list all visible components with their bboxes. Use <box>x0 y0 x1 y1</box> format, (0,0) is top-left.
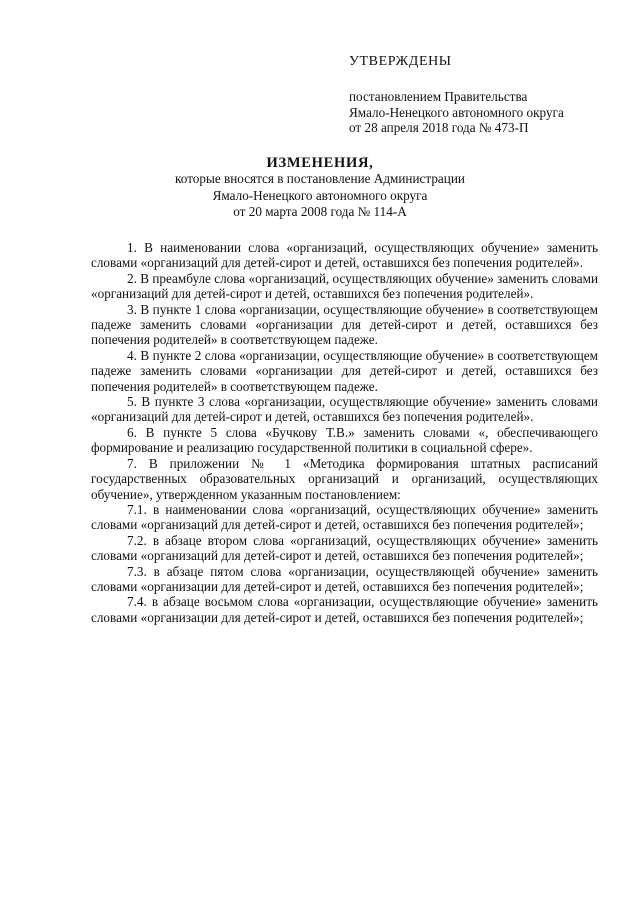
amendment-paragraph: 7.2. в абзаце втором слова «организаций, осуществляющих обучение» заменить словами «организаций для детей-сирот и детей, оставшихся без попечения родителей»; <box>91 532 598 564</box>
document-subtitle-line: которые вносятся в постановление Администрации <box>175 171 465 186</box>
approval-heading: УТВЕРЖДЕНЫ <box>349 54 452 69</box>
document-body <box>91 240 598 625</box>
amendment-paragraph: 7. В приложении № 1 «Методика формирования штатных расписаний государственных образовательных организаций и организаций, осуществляющих обучение», утвержденном указанным постановлением: <box>91 455 598 502</box>
amendment-paragraph: 3. В пункте 1 слова «организации, осуществляющие обучение» в соответствующем падеже заменить словами «организации для детей-сирот и детей, оставшихся без попечения родителей» в соответствующем падеже. <box>91 301 598 348</box>
approval-line: Ямало-Ненецкого автономного округа <box>349 104 564 120</box>
amendment-paragraph: 7.1. в наименовании слова «организаций, осуществляющих обучение» заменить словами «организаций для детей-сирот и детей, оставшихся без попечения родителей»; <box>91 501 598 533</box>
approval-line: от 28 апреля 2018 года № 473-П <box>349 120 529 135</box>
document-subtitle-line: от 20 марта 2008 года № 114-А <box>233 204 407 219</box>
amendment-paragraph: 5. В пункте 3 слова «организации, осуществляющие обучение» заменить словами «организаций для детей-сирот и детей, оставшихся без попечения родителей». <box>91 394 598 425</box>
document-title: ИЗМЕНЕНИЯ, <box>266 155 374 171</box>
approval-block <box>349 54 609 136</box>
amendment-paragraph: 7.4. в абзаце восьмом слова «организации, осуществляющие обучение» заменить словами «организации для детей-сирот и детей, оставшихся без попечения родителей»; <box>91 594 598 625</box>
amendment-paragraph: 1. В наименовании слова «организаций, осуществляющих обучение» заменить словами «организаций для детей-сирот и детей, оставшихся без попечения родителей». <box>91 240 598 271</box>
document-subtitle-line: Ямало-Ненецкого автономного округа <box>212 187 428 203</box>
amendment-paragraph: 2. В преамбуле слова «организаций, осуществляющих обучение» заменить словами «организаций для детей-сирот и детей, оставшихся без попечения родителей». <box>91 270 598 302</box>
document-title-block <box>0 155 640 221</box>
approval-line: постановлением Правительства <box>349 89 528 104</box>
amendment-paragraph: 4. В пункте 2 слова «организации, осуществляющие обучение» в соответствующем падеже заменить словами «организации для детей-сирот и детей, оставшихся без попечения родителей» в соответствующем падеже. <box>91 347 598 394</box>
amendment-paragraph: 6. В пункте 5 слова «Бучкову Т.В.» заменить словами «, обеспечивающего формирование и реализацию государственной политики в социальной сфере». <box>91 424 598 456</box>
amendment-paragraph: 7.3. в абзаце пятом слова «организации, осуществляющей обучение» заменить словами «организации для детей-сирот и детей, оставшихся без попечения родителей»; <box>91 563 598 594</box>
